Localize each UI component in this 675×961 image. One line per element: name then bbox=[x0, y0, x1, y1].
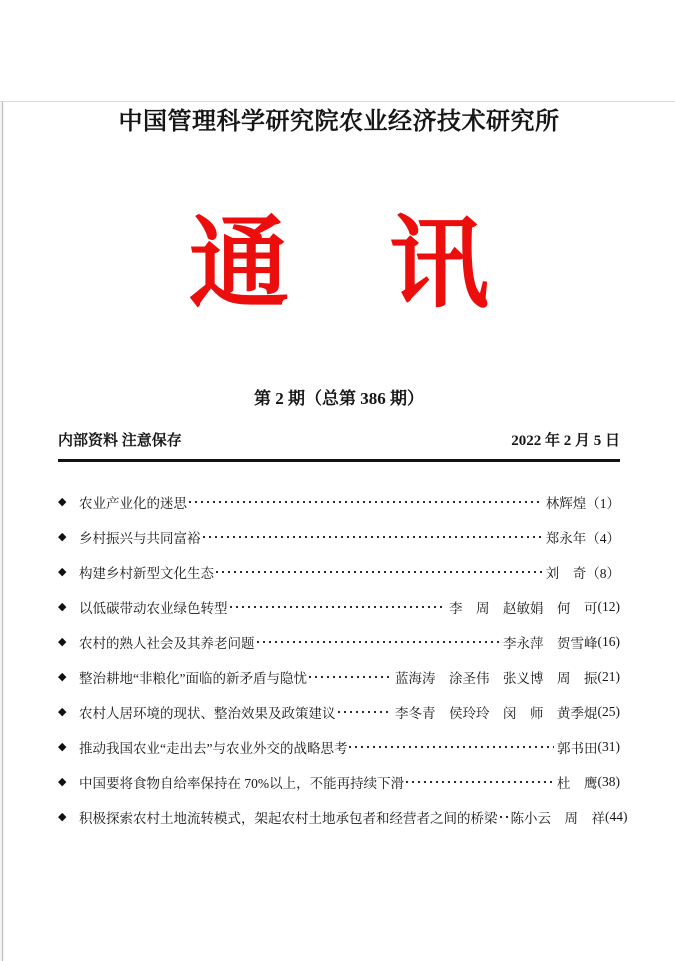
dot-leader bbox=[406, 781, 554, 783]
toc-item bbox=[58, 484, 620, 519]
toc-item-page: (31) bbox=[597, 738, 620, 754]
toc-item bbox=[58, 554, 620, 589]
toc-item-title: 以低碳带动农业绿色转型 bbox=[79, 600, 228, 616]
toc-item-page: (12) bbox=[597, 598, 620, 614]
dot-leader bbox=[189, 501, 543, 503]
toc-item-authors: 李冬青 侯玲玲 闵 师 黄季焜 bbox=[395, 705, 598, 721]
toc-item-authors: 杜 鹰 bbox=[557, 775, 598, 791]
diamond-bullet-icon: ◆ bbox=[58, 566, 67, 578]
toc-item-authors: 蓝海涛 涂圣伟 张义博 周 振 bbox=[395, 670, 598, 686]
toc-item bbox=[58, 589, 620, 624]
toc-item-title: 整治耕地“非粮化”面临的新矛盾与隐忧 bbox=[79, 670, 307, 686]
classification-date-row bbox=[58, 429, 620, 450]
toc-item-authors: 郭书田 bbox=[557, 740, 598, 756]
scan-edge-top bbox=[0, 101, 675, 102]
toc-item-title: 中国要将食物自给率保持在 70%以上，不能再持续下滑 bbox=[79, 775, 405, 791]
masthead-title: 通 讯 bbox=[189, 209, 489, 320]
toc-item-page: (44) bbox=[605, 808, 628, 824]
toc-item-page: (16) bbox=[597, 633, 620, 649]
toc-item-title: 乡村振兴与共同富裕 bbox=[79, 530, 201, 546]
toc-item-page: （4） bbox=[586, 530, 620, 546]
toc-item bbox=[58, 799, 628, 834]
toc-item bbox=[58, 519, 620, 554]
institute-title: 中国管理科学研究院农业经济技术研究所 bbox=[118, 109, 560, 135]
toc-item-title: 农村的熟人社会及其养老问题 bbox=[79, 635, 255, 651]
toc-item-authors: 刘 奇 bbox=[545, 565, 587, 581]
diamond-bullet-icon: ◆ bbox=[58, 601, 67, 613]
diamond-bullet-icon: ◆ bbox=[58, 636, 67, 648]
toc-item bbox=[58, 694, 620, 729]
diamond-bullet-icon: ◆ bbox=[58, 741, 67, 753]
dot-leader bbox=[338, 711, 393, 713]
dot-leader bbox=[216, 571, 543, 573]
table-of-contents bbox=[58, 484, 628, 834]
toc-item-page: (21) bbox=[597, 668, 620, 684]
diamond-bullet-icon: ◆ bbox=[58, 811, 67, 823]
diamond-bullet-icon: ◆ bbox=[58, 531, 67, 543]
diamond-bullet-icon: ◆ bbox=[58, 671, 67, 683]
divider-rule bbox=[58, 459, 620, 462]
dot-leader bbox=[349, 746, 554, 748]
diamond-bullet-icon: ◆ bbox=[58, 776, 67, 788]
toc-item bbox=[58, 624, 620, 659]
toc-item-page: (25) bbox=[597, 703, 620, 719]
page bbox=[0, 101, 675, 834]
dot-leader bbox=[257, 641, 501, 643]
diamond-bullet-icon: ◆ bbox=[58, 496, 67, 508]
toc-item-page: （8） bbox=[586, 565, 620, 581]
toc-item bbox=[58, 764, 620, 799]
toc-item-title: 构建乡村新型文化生态 bbox=[79, 565, 214, 581]
toc-item-title: 农业产业化的迷思 bbox=[79, 495, 187, 511]
dot-leader bbox=[500, 816, 508, 818]
toc-item-authors: 林辉煌 bbox=[545, 495, 587, 511]
dot-leader bbox=[230, 606, 447, 608]
classification-notice: 内部资料 注意保存 bbox=[58, 433, 182, 449]
dot-leader bbox=[203, 536, 543, 538]
dot-leader bbox=[309, 676, 392, 678]
toc-item-authors: 郑永年 bbox=[545, 530, 587, 546]
toc-item bbox=[58, 659, 620, 694]
toc-item-authors: 陈小云 周 祥 bbox=[510, 810, 605, 826]
toc-item-title: 农村人居环境的现状、整治效果及政策建议 bbox=[79, 705, 336, 721]
toc-item-title: 积极探索农村土地流转模式，架起农村土地承包者和经营者之间的桥梁 bbox=[79, 810, 498, 826]
issue-number-line: 第 2 期（总第 386 期） bbox=[254, 389, 424, 408]
toc-item-authors: 李 周 赵敏娟 何 可 bbox=[449, 600, 598, 616]
toc-item-page: （1） bbox=[586, 495, 620, 511]
toc-item-title: 推动我国农业“走出去”与农业外交的战略思考 bbox=[79, 740, 348, 756]
diamond-bullet-icon: ◆ bbox=[58, 706, 67, 718]
toc-item bbox=[58, 729, 620, 764]
toc-item-authors: 李永萍 贺雪峰 bbox=[503, 635, 598, 651]
scan-edge-left bbox=[0, 101, 4, 961]
publish-date: 2022 年 2 月 5 日 bbox=[511, 433, 620, 449]
toc-item-page: (38) bbox=[597, 773, 620, 789]
